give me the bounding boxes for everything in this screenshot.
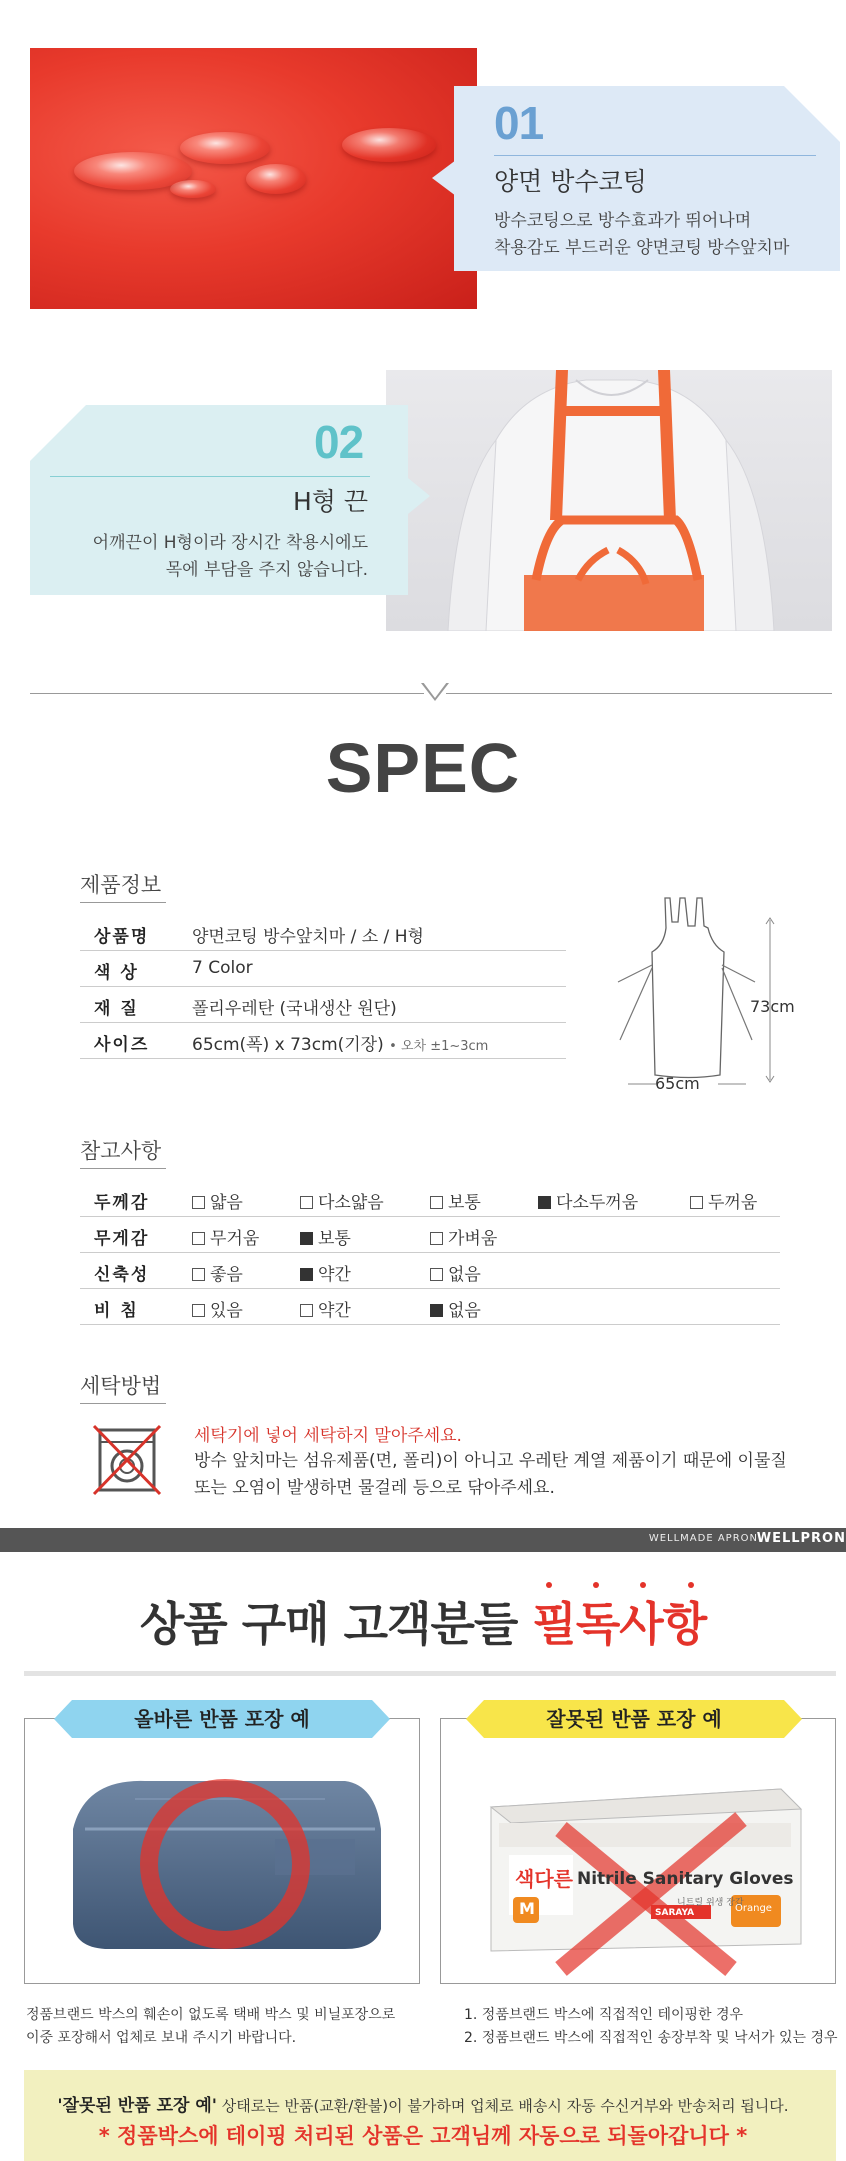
wrong-packaging-image — [441, 1719, 835, 1983]
reference-row — [80, 1289, 780, 1325]
feature-number: 01 — [494, 97, 544, 149]
banner-brand: WELLPRON — [756, 1531, 846, 1546]
spec-row — [80, 951, 566, 987]
reference-option: 약간 — [300, 1260, 351, 1285]
washing-warning: 세탁기에 넣어 세탁하지 말아주세요. — [194, 1426, 462, 1446]
correct-packaging-image — [25, 1719, 419, 1983]
unchecked-box-icon — [430, 1232, 443, 1245]
feature-divider — [50, 476, 370, 477]
feature-title: 양면 방수코팅 — [494, 167, 647, 196]
wrong-packaging-label: 잘못된 반품 포장 예 — [484, 1700, 784, 1738]
notice-divider — [24, 1671, 836, 1676]
reference-option: 다소얇음 — [300, 1188, 384, 1213]
notice-footer-text: '잘못된 반품 포장 예' 상태로는 반품(교환/환불)이 불가하며 업체로 배송시 자동 수신거부와 반송처리 됩니다. — [57, 2096, 789, 2116]
spec-key: 색 상 — [94, 963, 139, 983]
no-washing-machine-icon — [92, 1424, 162, 1496]
box-brand-text: 색다른 — [515, 1867, 573, 1891]
reference-option: 있음 — [192, 1296, 243, 1321]
feature-title: H형 끈 — [292, 487, 368, 516]
reference-option: 무거움 — [192, 1224, 259, 1249]
reference-key: 무게감 — [94, 1229, 150, 1249]
spec-row — [80, 987, 566, 1023]
product-info-heading: 제품정보 — [80, 873, 162, 897]
wrong-packaging-panel — [440, 1718, 836, 1984]
spec-row — [80, 915, 566, 951]
spec-title: SPEC — [325, 729, 521, 807]
checked-box-icon — [430, 1304, 443, 1317]
reference-option: 얇음 — [192, 1188, 243, 1213]
height-label: 73cm — [750, 997, 795, 1016]
waterproof-coating-photo — [30, 48, 477, 309]
spec-value: 65cm(폭) x 73cm(기장) • 오차 ±1~3cm — [192, 1035, 489, 1055]
apron-diagram — [600, 890, 820, 1090]
correct-packaging-label: 올바른 반품 포장 예 — [72, 1700, 372, 1738]
card-corner-fold — [784, 86, 840, 142]
banner-tagline: WELLMADE APRON — [648, 1533, 758, 1544]
reference-row — [80, 1217, 780, 1253]
reference-row — [80, 1253, 780, 1289]
h-strap-photo — [386, 370, 832, 631]
reference-heading: 참고사항 — [80, 1139, 162, 1163]
checked-box-icon — [538, 1196, 551, 1209]
unchecked-box-icon — [192, 1268, 205, 1281]
feature-divider — [494, 155, 816, 156]
feature-description: 어깨끈이 H형이라 장시간 착용시에도 목에 부담을 주지 않습니다. — [92, 533, 368, 580]
section-divider — [30, 693, 424, 694]
spec-value: 7 Color — [192, 958, 253, 978]
spec-row — [80, 1023, 566, 1059]
card-corner-fold — [30, 405, 86, 461]
feature-number: 02 — [314, 416, 364, 468]
reference-key: 비 침 — [94, 1301, 139, 1321]
notice-footer-warning: * 정품박스에 테이핑 처리된 상품은 고객님께 자동으로 되돌아갑니다 * — [98, 2124, 748, 2148]
reference-option: 없음 — [430, 1260, 481, 1285]
unchecked-box-icon — [192, 1196, 205, 1209]
reference-option: 다소두꺼움 — [538, 1188, 638, 1213]
section-divider — [446, 693, 832, 694]
reference-option: 보통 — [430, 1188, 481, 1213]
unchecked-box-icon — [300, 1304, 313, 1317]
reference-key: 두께감 — [94, 1193, 150, 1213]
reference-option: 약간 — [300, 1296, 351, 1321]
reference-option: 가벼움 — [430, 1224, 497, 1249]
notice-title: 상품 구매 고객분들 필독사항 — [139, 1597, 707, 1651]
reference-key: 신축성 — [94, 1265, 150, 1285]
reference-option: 좋음 — [192, 1260, 243, 1285]
box-size-text: M — [519, 1899, 535, 1918]
correct-packaging-note: 정품브랜드 박스의 훼손이 없도록 택배 박스 및 비닐포장으로 이중 포장해서 업체로 보내 주시기 바랍니다. — [26, 2007, 396, 2046]
unchecked-box-icon — [192, 1304, 205, 1317]
unchecked-box-icon — [300, 1196, 313, 1209]
box-color-text: Orange — [735, 1903, 772, 1914]
box-maker-text: SARAYA — [655, 1908, 695, 1918]
unchecked-box-icon — [430, 1268, 443, 1281]
spec-key: 상품명 — [94, 927, 150, 947]
box-product-text: Nitrile Sanitary Gloves — [577, 1869, 794, 1889]
reference-option: 없음 — [430, 1296, 481, 1321]
feature-description: 방수코팅으로 방수효과가 뛰어나며 착용감도 부드러운 양면코팅 방수앞치마 — [494, 211, 790, 258]
correct-packaging-panel — [24, 1718, 420, 1984]
spec-key: 사이즈 — [94, 1035, 150, 1055]
wrong-packaging-note: 1. 정품브랜드 박스에 직접적인 테이핑한 경우 2. 정품브랜드 박스에 직접적인 송장부착 및 낙서가 있는 경우 — [464, 2007, 838, 2046]
width-label: 65cm — [655, 1074, 700, 1093]
reference-row — [80, 1181, 780, 1217]
reference-option: 보통 — [300, 1224, 351, 1249]
card-pointer — [408, 478, 430, 514]
spec-value: 양면코팅 방수앞치마 / 소 / H형 — [192, 927, 424, 947]
checked-box-icon — [300, 1232, 313, 1245]
washing-description: 방수 앞치마는 섬유제품(면, 폴리)이 아니고 우레탄 계열 제품이기 때문에 이물질 또는 오염이 발생하면 물걸레 등으로 닦아주세요. — [194, 1451, 787, 1498]
unchecked-box-icon — [690, 1196, 703, 1209]
box-sub-text: 니트릴 위생 장갑 — [677, 1898, 744, 1908]
spec-value: 폴리우레탄 (국내생산 원단) — [192, 999, 397, 1019]
card-pointer — [432, 160, 456, 196]
unchecked-box-icon — [430, 1196, 443, 1209]
washing-heading: 세탁방법 — [80, 1374, 162, 1398]
checked-box-icon — [300, 1268, 313, 1281]
reference-option: 두꺼움 — [690, 1188, 757, 1213]
unchecked-box-icon — [192, 1232, 205, 1245]
spec-key: 재 질 — [94, 999, 139, 1019]
